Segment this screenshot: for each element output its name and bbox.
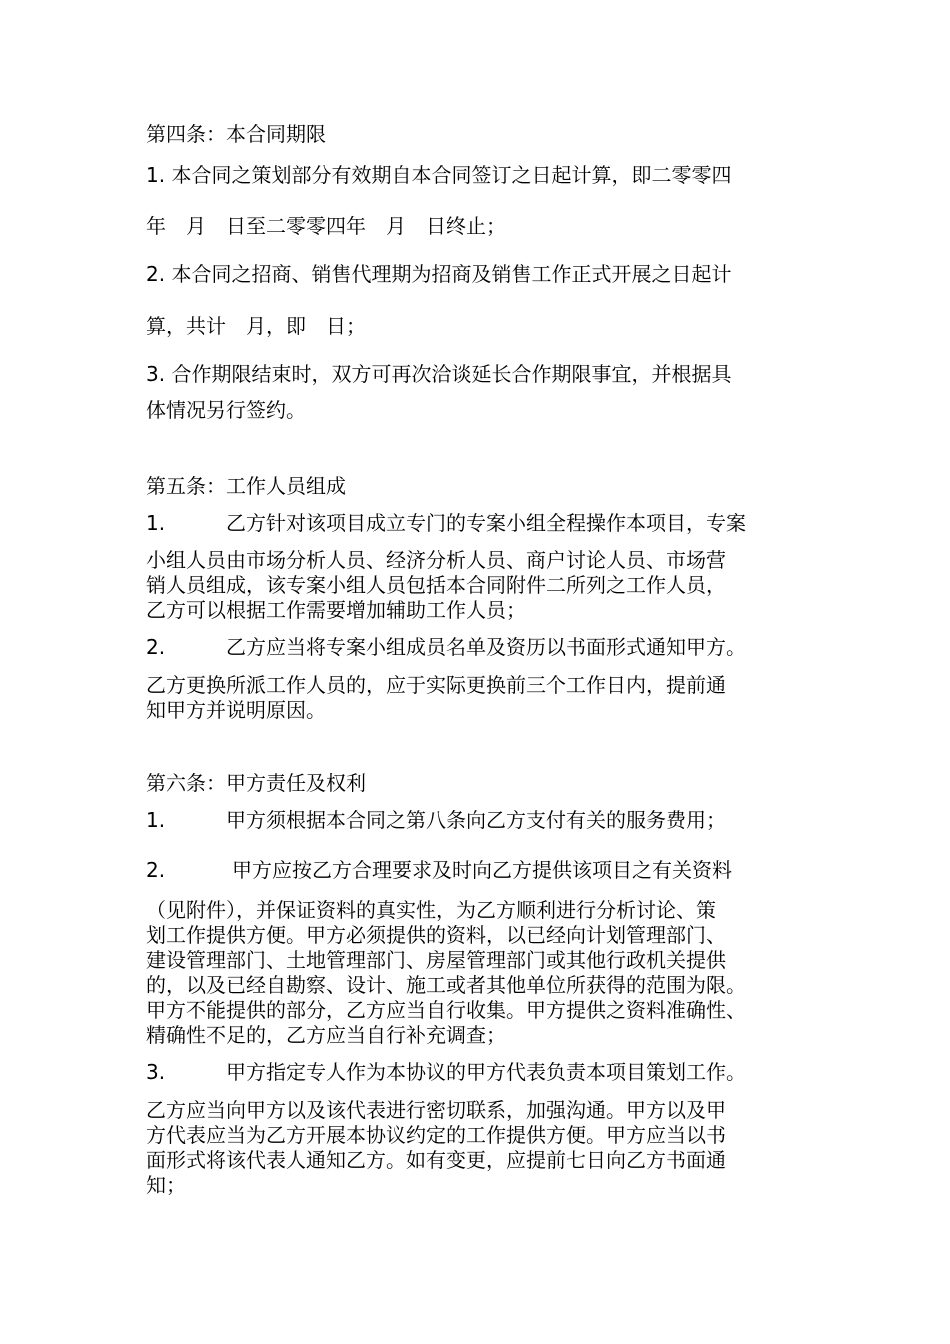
article-6-para-2-line-1: （见附件），并保证资料的真实性，为乙方顺利进行分析讨论、策 bbox=[146, 898, 716, 922]
article-4-item-1 bbox=[146, 163, 731, 187]
item-text: 乙方应当将专案小组成员名单及资历以书面形式通知甲方。 bbox=[226, 635, 746, 659]
item-text: 本合同之策划部分有效期自本合同签订之日起计算，即二零零四 bbox=[165, 163, 732, 187]
article-5-para-1-line-2: 销人员组成，该专案小组人员包括本合同附件二所列之工作人员， bbox=[146, 573, 726, 597]
item-number: 2. bbox=[146, 858, 166, 882]
article-6-para-3-line-3: 面形式将该代表人通知乙方。如有变更，应提前七日向乙方书面通 bbox=[146, 1148, 726, 1172]
article-6-para-3-line-1: 乙方应当向甲方以及该代表进行密切联系，加强沟通。甲方以及甲 bbox=[146, 1098, 726, 1122]
item-text: 本合同之招商、销售代理期为招商及销售工作正式开展之日起计 bbox=[165, 262, 732, 286]
item-number: 2. bbox=[146, 262, 166, 286]
article-4-item-2-cont: 算，共计 月，即 日； bbox=[146, 314, 366, 338]
article-6-item-2 bbox=[146, 858, 732, 882]
article-4-item-3-cont: 体情况另行签约。 bbox=[146, 398, 306, 422]
article-5-para-2-line-1: 乙方更换所派工作人员的，应于实际更换前三个工作日内，提前通 bbox=[146, 673, 726, 697]
article-4-item-3 bbox=[146, 362, 731, 386]
article-4-item-1-cont: 年 月 日至二零零四年 月 日终止； bbox=[146, 214, 506, 238]
item-text: 合作期限结束时，双方可再次洽谈延长合作期限事宜，并根据具 bbox=[165, 362, 732, 386]
item-number: 1. bbox=[146, 808, 166, 832]
item-number: 1. bbox=[146, 511, 166, 535]
article-4-item-2 bbox=[146, 262, 731, 286]
article-6-para-2-line-5: 甲方不能提供的部分，乙方应当自行收集。甲方提供之资料准确性、 bbox=[146, 998, 746, 1022]
article-6-para-2-line-6: 精确性不足的，乙方应当自行补充调查； bbox=[146, 1023, 506, 1047]
article-5-para-1-line-1: 小组人员由市场分析人员、经济分析人员、商户讨论人员、市场营 bbox=[146, 548, 726, 572]
article-6-item-1 bbox=[146, 808, 726, 832]
article-5-para-1-line-3: 乙方可以根据工作需要增加辅助工作人员； bbox=[146, 598, 526, 622]
article-6-item-3 bbox=[146, 1060, 746, 1084]
article-5-para-2-line-2: 知甲方并说明原因。 bbox=[146, 698, 326, 722]
item-number: 3. bbox=[146, 362, 166, 386]
item-number: 2. bbox=[146, 635, 166, 659]
article-6-para-2-line-2: 划工作提供方便。甲方必须提供的资料，以已经向计划管理部门、 bbox=[146, 923, 726, 947]
item-number: 1. bbox=[146, 163, 166, 187]
article-5-heading: 第五条：工作人员组成 bbox=[146, 474, 346, 498]
article-6-heading: 第六条：甲方责任及权利 bbox=[146, 771, 366, 795]
article-5-item-2 bbox=[146, 635, 746, 659]
article-5-item-1 bbox=[146, 511, 746, 535]
item-text: 乙方针对该项目成立专门的专案小组全程操作本项目，专案 bbox=[226, 511, 746, 535]
article-4-heading: 第四条：本合同期限 bbox=[146, 122, 326, 146]
article-6-para-3-line-2: 方代表应当为乙方开展本协议约定的工作提供方便。甲方应当以书 bbox=[146, 1123, 726, 1147]
item-text: 甲方须根据本合同之第八条向乙方支付有关的服务费用； bbox=[226, 808, 726, 832]
article-6-para-2-line-3: 建设管理部门、土地管理部门、房屋管理部门或其他行政机关提供 bbox=[146, 948, 726, 972]
article-6-para-2-line-4: 的，以及已经自勘察、设计、施工或者其他单位所获得的范围为限。 bbox=[146, 973, 746, 997]
item-text: 甲方应按乙方合理要求及时向乙方提供该项目之有关资料 bbox=[232, 858, 732, 882]
item-text: 甲方指定专人作为本协议的甲方代表负责本项目策划工作。 bbox=[226, 1060, 746, 1084]
article-6-para-3-line-4: 知； bbox=[146, 1173, 186, 1197]
item-number: 3. bbox=[146, 1060, 166, 1084]
